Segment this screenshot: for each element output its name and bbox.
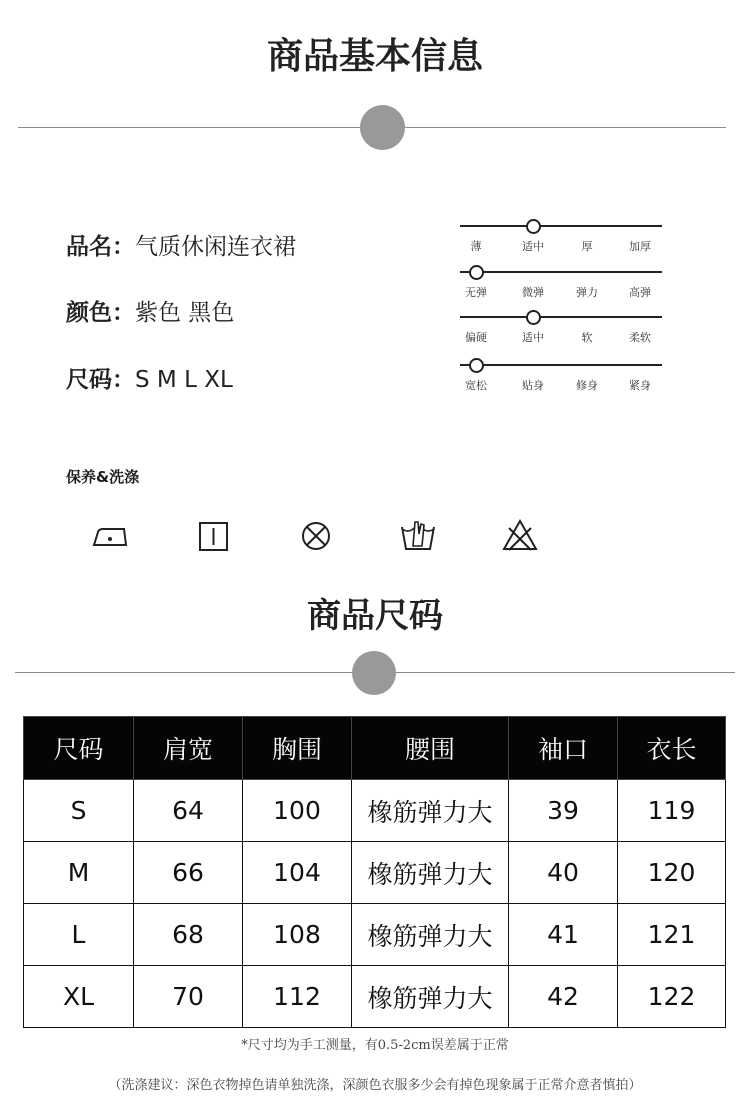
table-cell: 104 xyxy=(243,842,352,904)
scale-label: 无弹 xyxy=(465,286,487,299)
info-row-color xyxy=(66,294,234,327)
table-row xyxy=(24,904,726,966)
scale-label: 薄 xyxy=(470,240,482,253)
measurement-note: *尺寸均为手工测量，有0.5-2cm误差属于正常 xyxy=(241,1038,509,1053)
table-cell: 橡筋弹力大 xyxy=(352,966,509,1028)
column-header-bust: 胸围 xyxy=(243,717,352,780)
no-tumble-dry-icon xyxy=(296,516,336,556)
column-header-waist: 腰围 xyxy=(352,717,509,780)
scale-label: 偏硬 xyxy=(465,331,487,344)
table-cell: 39 xyxy=(509,780,618,842)
scale-label: 适中 xyxy=(522,240,544,253)
table-cell: 橡筋弹力大 xyxy=(352,842,509,904)
scale-line xyxy=(460,364,662,366)
table-cell: 66 xyxy=(134,842,243,904)
table-cell: 108 xyxy=(243,904,352,966)
table-cell: 64 xyxy=(134,780,243,842)
info-value: S M L XL xyxy=(135,367,233,393)
info-row-size xyxy=(66,361,233,394)
table-cell: 119 xyxy=(618,780,726,842)
table-cell: 121 xyxy=(618,904,726,966)
hand-wash-icon xyxy=(398,516,438,556)
line-dry-icon xyxy=(194,516,234,556)
scale-indicator xyxy=(469,265,484,280)
table-cell: XL xyxy=(24,966,134,1028)
table-cell: 122 xyxy=(618,966,726,1028)
column-header-length: 衣长 xyxy=(618,717,726,780)
section-title-size: 商品尺码 xyxy=(307,596,443,636)
table-row xyxy=(24,966,726,1028)
table-cell: 100 xyxy=(243,780,352,842)
scale-line xyxy=(460,225,662,227)
scale-label: 高弹 xyxy=(629,286,651,299)
column-header-shoulder: 肩宽 xyxy=(134,717,243,780)
section-title-basic-info: 商品基本信息 xyxy=(266,36,483,77)
table-row xyxy=(24,780,726,842)
table-cell: 112 xyxy=(243,966,352,1028)
scale-label: 修身 xyxy=(576,379,598,392)
info-value: 气质休闲连衣裙 xyxy=(135,234,296,260)
scale-label: 宽松 xyxy=(465,379,487,392)
table-cell: 橡筋弹力大 xyxy=(352,904,509,966)
divider-dot xyxy=(352,651,396,695)
scale-indicator xyxy=(526,219,541,234)
size-table xyxy=(23,716,726,1028)
info-value: 紫色 黑色 xyxy=(135,300,235,326)
table-cell: 70 xyxy=(134,966,243,1028)
no-bleach-icon xyxy=(500,516,540,556)
table-cell: S xyxy=(24,780,134,842)
column-header-cuff: 袖口 xyxy=(509,717,618,780)
low-iron-icon xyxy=(90,516,130,556)
scale-label: 弹力 xyxy=(576,286,598,299)
info-key: 尺码： xyxy=(66,367,135,393)
table-cell: 42 xyxy=(509,966,618,1028)
table-row xyxy=(24,842,726,904)
wash-note: （洗涤建议：深色衣物掉色请单独洗涤，深颜色衣服多少会有掉色现象属于正常介意者慎拍） xyxy=(108,1078,642,1093)
scale-label: 贴身 xyxy=(522,379,544,392)
size-table-header-row xyxy=(24,717,726,780)
scale-line xyxy=(460,271,662,273)
table-cell: 68 xyxy=(134,904,243,966)
column-header-size: 尺码 xyxy=(24,717,134,780)
scale-indicator xyxy=(526,310,541,325)
scale-label: 加厚 xyxy=(629,240,651,253)
scale-label: 微弹 xyxy=(522,286,544,299)
table-cell: 120 xyxy=(618,842,726,904)
care-title: 保养&洗涤 xyxy=(66,468,140,486)
scale-indicator xyxy=(469,358,484,373)
table-cell: L xyxy=(24,904,134,966)
scale-line xyxy=(460,316,662,318)
scale-label: 柔软 xyxy=(629,331,651,344)
scale-label: 紧身 xyxy=(629,379,651,392)
scale-label: 适中 xyxy=(522,331,544,344)
table-cell: 橡筋弹力大 xyxy=(352,780,509,842)
scale-label: 厚 xyxy=(581,240,593,253)
info-key: 品名： xyxy=(66,234,135,260)
info-key: 颜色： xyxy=(66,300,135,326)
divider-dot xyxy=(360,105,405,150)
table-cell: 41 xyxy=(509,904,618,966)
scale-label: 软 xyxy=(581,331,593,344)
table-cell: 40 xyxy=(509,842,618,904)
info-row-name xyxy=(66,228,296,261)
table-cell: M xyxy=(24,842,134,904)
